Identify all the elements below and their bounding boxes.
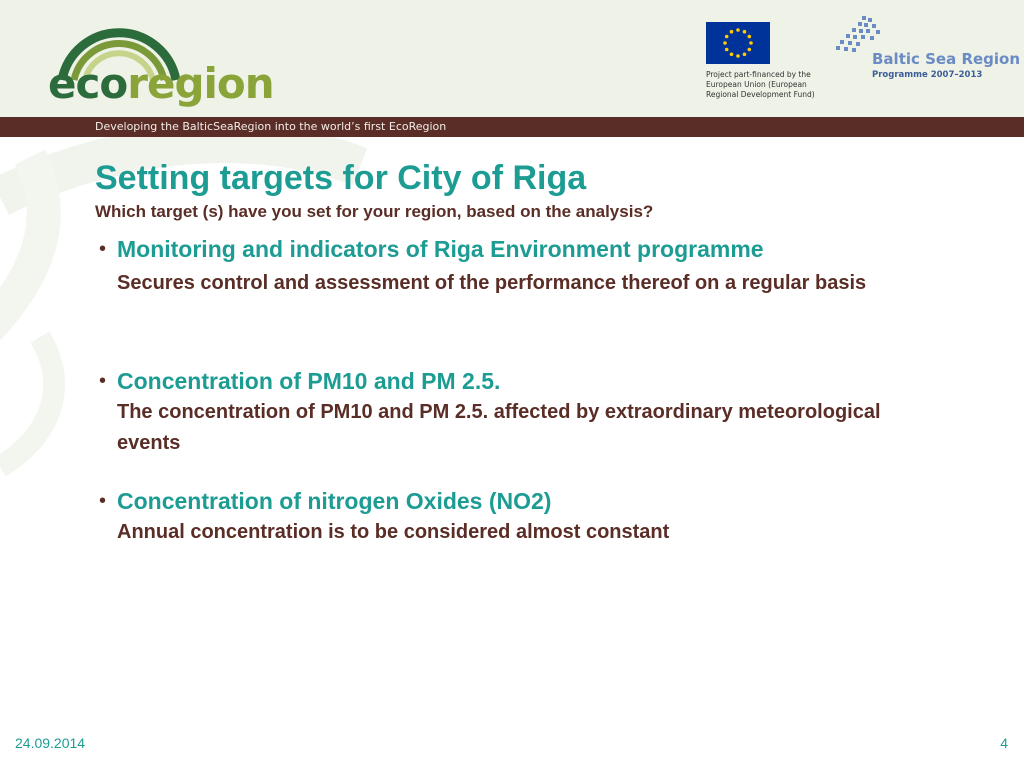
bullet-marker: •	[99, 238, 107, 260]
bullet-heading: Concentration of nitrogen Oxides (NO2)	[117, 488, 552, 514]
logo-eco-text: eco	[48, 59, 128, 108]
slide-subtitle: Which target (s) have you set for your region, based on the analysis?	[95, 202, 654, 221]
tagline-text: Developing the BalticSeaRegion into the world’s first EcoRegion	[95, 120, 447, 133]
bullet-marker: •	[99, 370, 107, 392]
bullet-heading: Concentration of PM10 and PM 2.5.	[117, 368, 501, 394]
tagline-bar	[0, 117, 1024, 137]
baltic-sea-region-logo	[832, 14, 1021, 84]
bullet-text: The concentration of PM10 and PM 2.5. affected by extraordinary meteorological events	[117, 401, 881, 454]
bullet-text: Secures control and assessment of the performance thereof on a regular basis	[117, 272, 867, 294]
bullet-heading: Monitoring and indicators of Riga Environment programme	[117, 236, 764, 262]
eu-funding-caption: Project part-financed by the European Union (European Regional Development Fund)	[706, 70, 815, 99]
bullet-text: Annual concentration is to be considered almost constant	[117, 521, 670, 543]
bsr-subtitle: Programme 2007–2013	[872, 70, 983, 80]
slide-title: Setting targets for City of Riga	[95, 159, 587, 197]
bsr-title: Baltic Sea Region	[872, 50, 1021, 68]
eu-flag-icon	[706, 22, 770, 64]
header-band	[0, 0, 1024, 117]
bullet-marker: •	[99, 490, 107, 512]
logo-region-text: region	[127, 59, 274, 108]
logo-wordmark	[48, 60, 274, 108]
ecoregion-logo	[48, 20, 308, 108]
footer-date: 24.09.2014	[15, 735, 86, 751]
page-number: 4	[1000, 735, 1008, 751]
